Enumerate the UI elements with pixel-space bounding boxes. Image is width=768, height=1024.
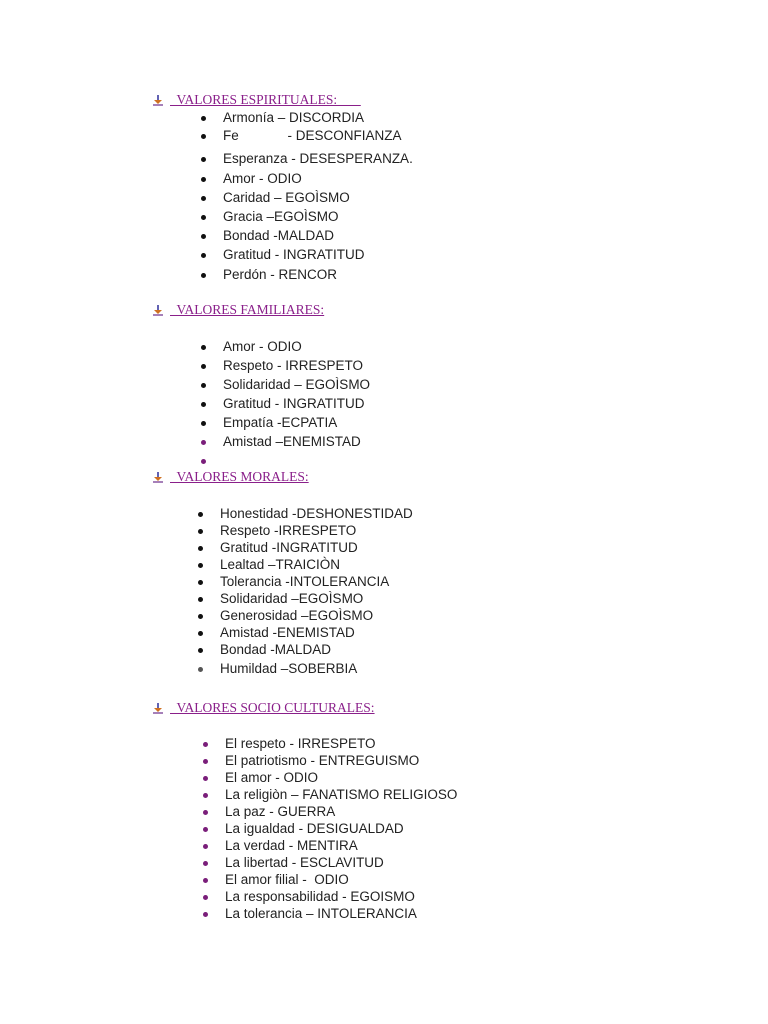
item-text: El respeto - IRRESPETO xyxy=(225,736,376,751)
item-text: Solidaridad – EGOÌSMO xyxy=(223,377,371,392)
list-item xyxy=(220,624,413,642)
item-text: Respeto -IRRESPETO xyxy=(220,523,357,538)
list-item xyxy=(225,786,457,804)
section-title: VALORES SOCIO CULTURALES: xyxy=(170,700,375,715)
bullet-dot-icon xyxy=(201,402,206,407)
bullet-dot-icon xyxy=(201,196,206,201)
list-item xyxy=(223,414,370,432)
item-text: Empatía -ECPATIA xyxy=(223,415,338,430)
arrow-bullet-icon xyxy=(152,304,164,316)
list-item xyxy=(225,820,457,838)
item-text: La responsabilidad - EGOISMO xyxy=(225,889,415,904)
section-title: VALORES ESPIRITUALES: xyxy=(170,92,361,107)
bullet-dot-icon xyxy=(201,383,206,388)
list-item xyxy=(220,590,413,608)
list-item xyxy=(223,127,413,145)
bullet-dot-icon xyxy=(201,215,206,220)
item-text: Esperanza - DESESPERANZA. xyxy=(223,151,413,166)
bullet-dot-icon xyxy=(203,844,208,849)
bullet-dot-icon xyxy=(198,667,203,672)
bullet-dot-icon xyxy=(201,157,206,162)
bullet-dot-icon xyxy=(198,529,203,534)
list-item xyxy=(225,803,457,821)
value-list xyxy=(225,735,457,923)
list-item xyxy=(225,871,457,889)
item-text: Bondad -MALDAD xyxy=(220,642,332,657)
list-item xyxy=(223,246,413,264)
item-text: Humildad –SOBERBIA xyxy=(220,661,358,676)
list-item xyxy=(220,556,413,574)
bullet-dot-icon xyxy=(201,234,206,239)
value-list xyxy=(223,109,413,284)
item-text: Fe - DESCONFIANZA xyxy=(223,128,402,143)
list-item xyxy=(223,189,413,207)
item-text: Amistad –ENEMISTAD xyxy=(223,434,361,449)
item-text: Armonía – DISCORDIA xyxy=(223,110,365,125)
bullet-dot-icon xyxy=(201,440,206,445)
bullet-dot-icon xyxy=(203,793,208,798)
list-item xyxy=(223,208,413,226)
list-item xyxy=(223,433,370,451)
item-text: El amor filial - ODIO xyxy=(225,872,349,887)
item-text: Tolerancia -INTOLERANCIA xyxy=(220,574,390,589)
item-text: Gratitud - INGRATITUD xyxy=(223,396,365,411)
item-text: Honestidad -DESHONESTIDAD xyxy=(220,506,413,521)
item-text: La igualdad - DESIGUALDAD xyxy=(225,821,404,836)
bullet-dot-icon xyxy=(201,459,206,464)
bullet-dot-icon xyxy=(203,742,208,747)
arrow-bullet-icon xyxy=(152,94,164,106)
section-heading xyxy=(152,300,324,320)
list-item xyxy=(220,660,413,678)
item-text: La paz - GUERRA xyxy=(225,804,336,819)
item-text: Gracia –EGOÌSMO xyxy=(223,209,339,224)
list-item xyxy=(220,641,413,659)
item-text: Amor - ODIO xyxy=(223,171,302,186)
item-text: Lealtad –TRAICIÒN xyxy=(220,557,341,572)
bullet-dot-icon xyxy=(203,827,208,832)
list-item xyxy=(223,266,413,284)
bullet-dot-icon xyxy=(201,345,206,350)
list-item xyxy=(220,522,413,540)
value-list xyxy=(220,505,413,678)
item-text: Respeto - IRRESPETO xyxy=(223,358,364,373)
bullet-dot-icon xyxy=(198,512,203,517)
list-item xyxy=(225,769,457,787)
bullet-dot-icon xyxy=(203,912,208,917)
list-item xyxy=(225,735,457,753)
list-item xyxy=(220,539,413,557)
bullet-dot-icon xyxy=(203,810,208,815)
item-text: La verdad - MENTIRA xyxy=(225,838,358,853)
section-valores-espirituales xyxy=(152,90,413,282)
bullet-dot-icon xyxy=(203,776,208,781)
section-heading xyxy=(152,698,375,718)
list-item xyxy=(223,338,370,356)
list-item xyxy=(223,150,413,168)
list-item xyxy=(220,573,413,591)
list-item xyxy=(225,837,457,855)
item-text: Amor - ODIO xyxy=(223,339,302,354)
bullet-dot-icon xyxy=(201,421,206,426)
list-item xyxy=(223,170,413,188)
item-text: Bondad -MALDAD xyxy=(223,228,335,243)
section-heading xyxy=(152,90,361,110)
bullet-dot-icon xyxy=(198,597,203,602)
item-text: Gratitud - INGRATITUD xyxy=(223,247,365,262)
list-item xyxy=(220,505,413,523)
bullet-dot-icon xyxy=(201,177,206,182)
item-text: El amor - ODIO xyxy=(225,770,319,785)
bullet-dot-icon xyxy=(198,631,203,636)
list-item xyxy=(220,607,413,625)
bullet-dot-icon xyxy=(201,253,206,258)
item-text: Perdón - RENCOR xyxy=(223,267,338,282)
bullet-dot-icon xyxy=(198,648,203,653)
bullet-dot-icon xyxy=(203,895,208,900)
list-item xyxy=(223,357,370,375)
list-item xyxy=(223,227,413,245)
section-valores-familiares xyxy=(152,300,371,449)
list-item xyxy=(225,854,457,872)
bullet-dot-icon xyxy=(198,546,203,551)
list-item xyxy=(225,752,457,770)
section-title: VALORES MORALES: xyxy=(170,469,309,484)
item-text: Gratitud -INGRATITUD xyxy=(220,540,358,555)
item-text: La libertad - ESCLAVITUD xyxy=(225,855,384,870)
list-item xyxy=(225,888,457,906)
arrow-bullet-icon xyxy=(152,702,164,714)
bullet-dot-icon xyxy=(198,580,203,585)
item-text: La religiòn – FANATISMO RELIGIOSO xyxy=(225,787,458,802)
section-title: VALORES FAMILIARES: xyxy=(170,302,325,317)
bullet-dot-icon xyxy=(201,364,206,369)
section-valores-socio-culturales xyxy=(152,698,458,921)
list-item xyxy=(223,395,370,413)
bullet-dot-icon xyxy=(198,614,203,619)
item-text: Caridad – EGOÌSMO xyxy=(223,190,350,205)
bullet-dot-icon xyxy=(201,116,206,121)
list-item xyxy=(225,905,457,923)
bullet-dot-icon xyxy=(201,134,206,139)
list-item xyxy=(223,109,413,127)
section-valores-morales xyxy=(152,467,413,676)
item-text: La tolerancia – INTOLERANCIA xyxy=(225,906,417,921)
section-heading xyxy=(152,467,309,487)
bullet-dot-icon xyxy=(203,878,208,883)
bullet-dot-icon xyxy=(203,759,208,764)
item-text: Amistad -ENEMISTAD xyxy=(220,625,355,640)
arrow-bullet-icon xyxy=(152,471,164,483)
item-text: Generosidad –EGOÌSMO xyxy=(220,608,374,623)
bullet-dot-icon xyxy=(203,861,208,866)
value-list xyxy=(223,338,370,470)
list-item xyxy=(223,376,370,394)
bullet-dot-icon xyxy=(198,563,203,568)
item-text: El patriotismo - ENTREGUISMO xyxy=(225,753,420,768)
item-text: Solidaridad –EGOÌSMO xyxy=(220,591,364,606)
bullet-dot-icon xyxy=(201,273,206,278)
